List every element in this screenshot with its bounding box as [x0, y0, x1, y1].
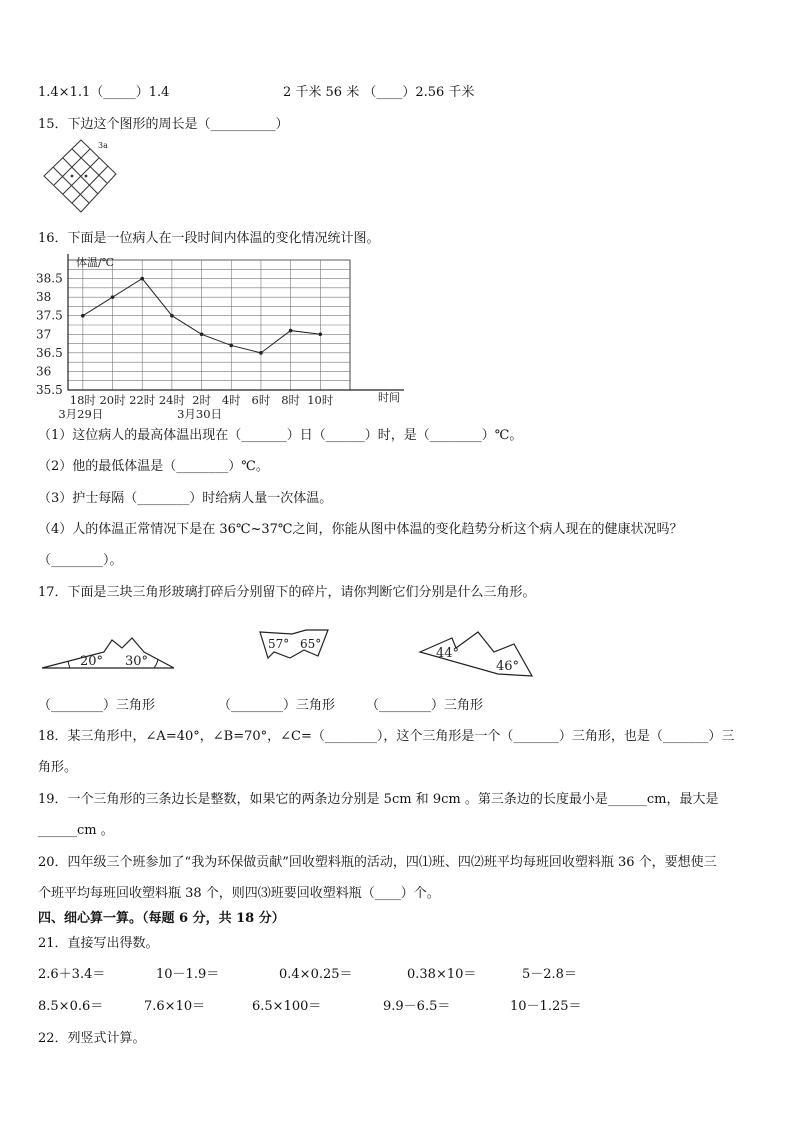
x-tick-label: 8时 — [281, 393, 301, 407]
x-tick-label: 18时 — [69, 393, 96, 407]
temperature-chart — [34, 252, 414, 420]
x-tick-label: 2时 — [192, 393, 211, 407]
data-point — [229, 344, 233, 348]
x-tick-label: 6时 — [251, 393, 271, 407]
shard3-angle2: 46° — [496, 659, 520, 674]
x-tick-label: 22时 — [129, 393, 156, 407]
q15-text: 15．下边这个图形的周长是（__________） — [38, 117, 289, 132]
date-label: 3月29日 — [58, 407, 104, 420]
data-point — [259, 351, 263, 355]
shard1-angle2: 30° — [125, 654, 149, 669]
y-tick-label: 36.5 — [36, 345, 63, 360]
q17-answer-1: （________）三角形 — [38, 698, 156, 713]
x-axis-label: 时间 — [378, 391, 400, 404]
q21-r2-c1: 8.5×0.6＝ — [38, 999, 104, 1014]
q15-side-label: 3a — [98, 141, 108, 150]
q17-answer-3: （________）三角形 — [366, 698, 484, 713]
data-point — [81, 314, 85, 318]
q21-r1-c5: 5－2.8＝ — [522, 967, 577, 982]
y-tick-label: 38 — [36, 290, 52, 305]
q18-line1: 18．某三角形中，∠A=40°，∠B=70°，∠C=（________），这个三角形是一个（_______）三角形，也是（_______）三 — [38, 729, 735, 744]
q16-text: 16．下面是一位病人在一段时间内体温的变化情况统计图。 — [38, 231, 380, 246]
q16-sub2: （2）他的最低体温是（________）℃。 — [38, 459, 269, 474]
shard2-angle1: 57° — [268, 637, 290, 651]
q20-line1: 20．四年级三个班参加了“我为环保做贡献”回收塑料瓶的活动，四⑴班、四⑵班平均每班回收塑料瓶 36 个，要想使三 — [38, 855, 717, 870]
x-tick-label: 10时 — [307, 393, 334, 407]
section-4-title: 四、细心算一算。（每题 6 分，共 18 分） — [38, 911, 285, 926]
glass-shard-3 — [418, 628, 536, 678]
q14-left: 1.4×1.1（_____）1.4 — [38, 85, 170, 100]
q15-figure — [36, 136, 126, 218]
glass-shard-2 — [258, 628, 332, 664]
data-point — [319, 332, 323, 336]
q21-r2-c2: 7.6×10＝ — [144, 999, 206, 1014]
data-point — [289, 329, 293, 333]
data-point — [200, 332, 204, 336]
y-axis-label: 体温/℃ — [76, 256, 115, 269]
data-point — [111, 295, 115, 299]
q16-sub4: （4）人的体温正常情况下是在 36℃~37℃之间，你能从图中体温的变化趋势分析这个病人现在的健康状况吗？ — [38, 522, 683, 537]
q21-r1-c4: 0.38×10＝ — [407, 967, 477, 982]
q21-text: 21．直接写出得数。 — [38, 936, 159, 951]
q21-r2-c4: 9.9－6.5＝ — [383, 999, 451, 1014]
data-point — [140, 277, 144, 281]
q21-r2-c3: 6.5×100＝ — [252, 999, 322, 1014]
y-tick-label: 38.5 — [36, 271, 63, 286]
y-tick-label: 37 — [36, 327, 52, 342]
date-label: 3月30日 — [177, 407, 223, 420]
q21-r1-c1: 2.6＋3.4＝ — [38, 967, 106, 982]
q16-sub3: （3）护士每隔（________）时给病人量一次体温。 — [38, 491, 333, 506]
q18-line2: 角形。 — [38, 760, 78, 775]
shard2-angle2: 65° — [300, 637, 322, 651]
q16-sub4-blank: （________）。 — [38, 553, 123, 568]
q16-sub1: （1）这位病人的最高体温出现在（_______）日（______）时，是（________）℃。 — [38, 428, 523, 443]
q17-answer-2: （________）三角形 — [218, 698, 336, 713]
q21-r1-c2: 10－1.9＝ — [156, 967, 220, 982]
q14-right: 2 千米 56 米 （____）2.56 千米 — [283, 85, 475, 100]
q21-r1-c3: 0.4×0.25＝ — [279, 967, 353, 982]
x-tick-label: 24时 — [158, 393, 185, 407]
data-point — [170, 314, 174, 318]
y-tick-label: 36 — [36, 364, 52, 379]
shard1-angle1: 20° — [80, 654, 104, 669]
y-tick-label: 37.5 — [36, 308, 63, 323]
q20-line2: 个班平均每班回收塑料瓶 38 个，则四⑶班要回收塑料瓶（____）个。 — [38, 886, 440, 901]
glass-shard-1 — [40, 632, 178, 672]
q22-text: 22．列竖式计算。 — [38, 1031, 146, 1046]
x-tick-label: 20时 — [99, 393, 126, 407]
q17-text: 17．下面是三块三角形玻璃打碎后分别留下的碎片，请你判断它们分别是什么三角形。 — [38, 585, 536, 600]
q19-line1: 19．一个三角形的三条边长是整数，如果它的两条边分别是 5cm 和 9cm 。第三条边的长度最小是______cm，最大是 — [38, 792, 719, 807]
y-tick-label: 35.5 — [36, 383, 63, 397]
q21-r2-c5: 10－1.25＝ — [510, 999, 582, 1014]
q19-line2: ______cm 。 — [38, 823, 114, 838]
shard3-angle1: 44° — [436, 646, 460, 661]
x-tick-label: 4时 — [221, 393, 241, 407]
